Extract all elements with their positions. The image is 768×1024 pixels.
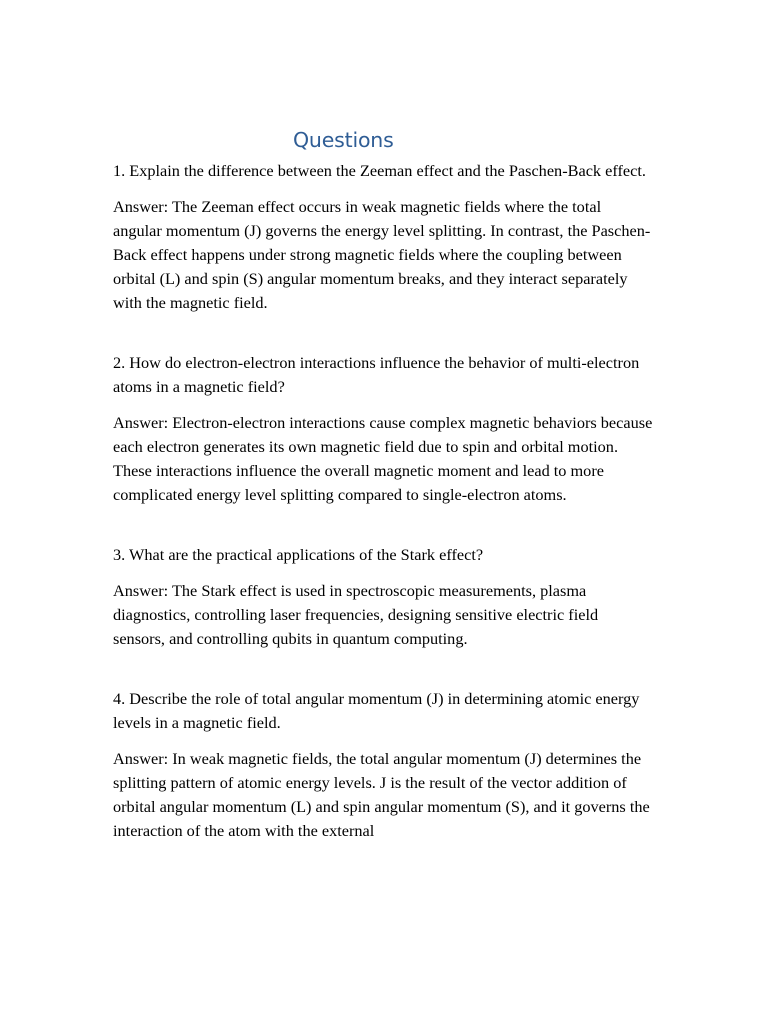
question-text: 3. What are the practical applications of the Stark effect? [113, 545, 484, 564]
answer-text: Answer: The Stark effect is used in spectroscopic measurements, plasma diagnostics, controlling laser frequencies, designing sensitive electric field sensors, and controlling qubits in quantum computing. [113, 581, 599, 648]
qa-item-2 [113, 351, 653, 507]
answer-text: Answer: The Zeeman effect occurs in weak magnetic fields where the total angular momentum (J) governs the energy level splitting. In contrast, the Paschen-Back effect happens under strong magnetic fields where the coupling between orbital (L) and spin (S) angular momentum breaks, and they interact separately with the magnetic field. [113, 197, 651, 312]
answer-text: Answer: In weak magnetic fields, the total angular momentum (J) determines the splitting pattern of atomic energy levels. J is the result of the vector addition of orbital angular momentum (L) and spin angular momentum (S), and it governs the interaction of the atom with the external [113, 749, 650, 840]
qa-item-1 [113, 159, 653, 315]
qa-item-4 [113, 687, 653, 843]
question-text: 1. Explain the difference between the Zeeman effect and the Paschen-Back effect. [113, 161, 646, 180]
question-text: 4. Describe the role of total angular momentum (J) in determining atomic energy levels in a magnetic field. [113, 689, 640, 732]
document-page [113, 124, 653, 843]
question-text: 2. How do electron-electron interactions influence the behavior of multi-electron atoms in a magnetic field? [113, 353, 640, 396]
qa-item-3 [113, 543, 653, 651]
answer-text: Answer: Electron-electron interactions cause complex magnetic behaviors because each electron generates its own magnetic field due to spin and orbital motion. These interactions influence the overall magnetic moment and lead to more complicated energy level splitting compared to single-electron atoms. [113, 413, 653, 504]
page-title: Questions [293, 128, 394, 152]
